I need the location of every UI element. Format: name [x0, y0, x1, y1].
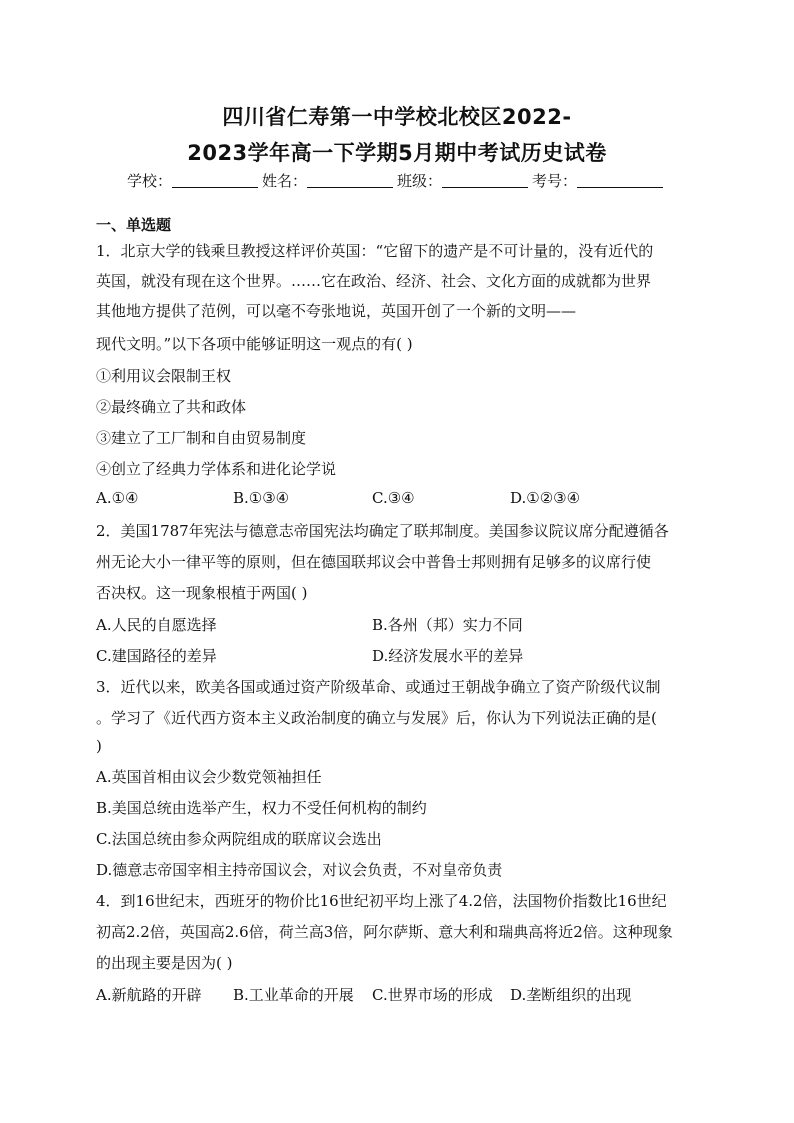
q4-stem-line: 的出现主要是因为( )	[96, 954, 233, 972]
exam-title-line2: 2023学年高一下学期5月期中考试历史试卷	[187, 141, 607, 165]
q4-option-b[interactable]: B.工业革命的开展	[233, 986, 354, 1004]
q4-stem-line: 初高2.2倍，英国高2.6倍，荷兰高3倍，阿尔萨斯、意大利和瑞典高将近2倍。这种现象	[96, 923, 673, 941]
q2-stem-line: 否决权。这一现象根植于两国( )	[96, 584, 308, 602]
q1-option-d[interactable]: D.①②③④	[510, 489, 581, 507]
q1-stem-line: 现代文明。”以下各项中能够证明这一观点的有( )	[96, 335, 413, 353]
q3-option-a[interactable]: A.英国首相由议会少数党领袖担任	[96, 768, 322, 786]
exam-title-line1: 四川省仁寿第一中学校北校区2022-	[222, 105, 572, 129]
q4-option-a[interactable]: A.新航路的开辟	[96, 986, 202, 1004]
school-blank	[172, 173, 258, 188]
q1-option-b[interactable]: B.①③④	[233, 489, 290, 507]
q1-stem-line: 英国，就没有现在这个世界。……它在政治、经济、社会、文化方面的成就都为世界	[96, 272, 652, 290]
q2-option-a[interactable]: A.人民的自愿选择	[96, 616, 217, 634]
q4-option-c[interactable]: C.世界市场的形成	[372, 986, 493, 1004]
q1-item: ②最终确立了共和政体	[96, 398, 247, 416]
q1-option-a[interactable]: A.①④	[96, 489, 139, 507]
q2-stem-line: 2．美国1787年宪法与德意志帝国宪法均确定了联邦制度。美国参议院议席分配遵循各	[96, 522, 669, 540]
exam-no-label: 考号：	[532, 172, 578, 190]
q1-stem-line: 其他地方提供了范例，可以毫不夸张地说，英国开创了一个新的文明——	[96, 302, 577, 320]
q1-option-c[interactable]: C.③④	[372, 489, 415, 507]
q2-stem-line: 州无论大小一律平等的原则，但在德国联邦议会中普鲁士邦则拥有足够多的议席行使	[96, 553, 652, 571]
q3-stem-line: )	[96, 737, 102, 755]
q1-item: ①利用议会限制王权	[96, 367, 232, 385]
q1-stem-line: 1．北京大学的钱乘旦教授这样评价英国：“它留下的遗产是不可计量的，没有近代的	[96, 242, 654, 260]
name-blank	[307, 173, 393, 188]
q3-option-c[interactable]: C.法国总统由参众两院组成的联席议会选出	[96, 830, 382, 848]
q3-option-d[interactable]: D.德意志帝国宰相主持帝国议会，对议会负责，不对皇帝负责	[96, 861, 503, 879]
q1-item: ④创立了经典力学体系和进化论学说	[96, 460, 337, 478]
q3-stem-line: 。学习了《近代西方资本主义政治制度的确立与发展》后，你认为下列说法正确的是(	[96, 709, 657, 727]
q2-option-d[interactable]: D.经济发展水平的差异	[372, 647, 524, 665]
q4-stem-line: 4．到16世纪末，西班牙的物价比16世纪初平均上涨了4.2倍，法国物价指数比16世纪	[96, 892, 667, 910]
q2-option-c[interactable]: C.建国路径的差异	[96, 647, 217, 665]
class-label: 班级：	[397, 172, 443, 190]
q1-item: ③建立了工厂制和自由贸易制度	[96, 429, 307, 447]
q3-option-b[interactable]: B.美国总统由选举产生，权力不受任何机构的制约	[96, 799, 427, 817]
q4-option-d[interactable]: D.垄断组织的出现	[510, 986, 632, 1004]
q2-option-b[interactable]: B.各州（邦）实力不同	[372, 616, 523, 634]
school-label: 学校：	[126, 172, 172, 190]
name-label: 姓名：	[261, 172, 307, 190]
class-blank	[442, 173, 528, 188]
q3-stem-line: 3．近代以来，欧美各国或通过资产阶级革命、或通过王朝战争确立了资产阶级代议制	[96, 678, 661, 696]
section-title: 一、单选题	[96, 216, 172, 234]
exam-no-blank	[577, 173, 663, 188]
student-info-row	[0, 170, 794, 191]
